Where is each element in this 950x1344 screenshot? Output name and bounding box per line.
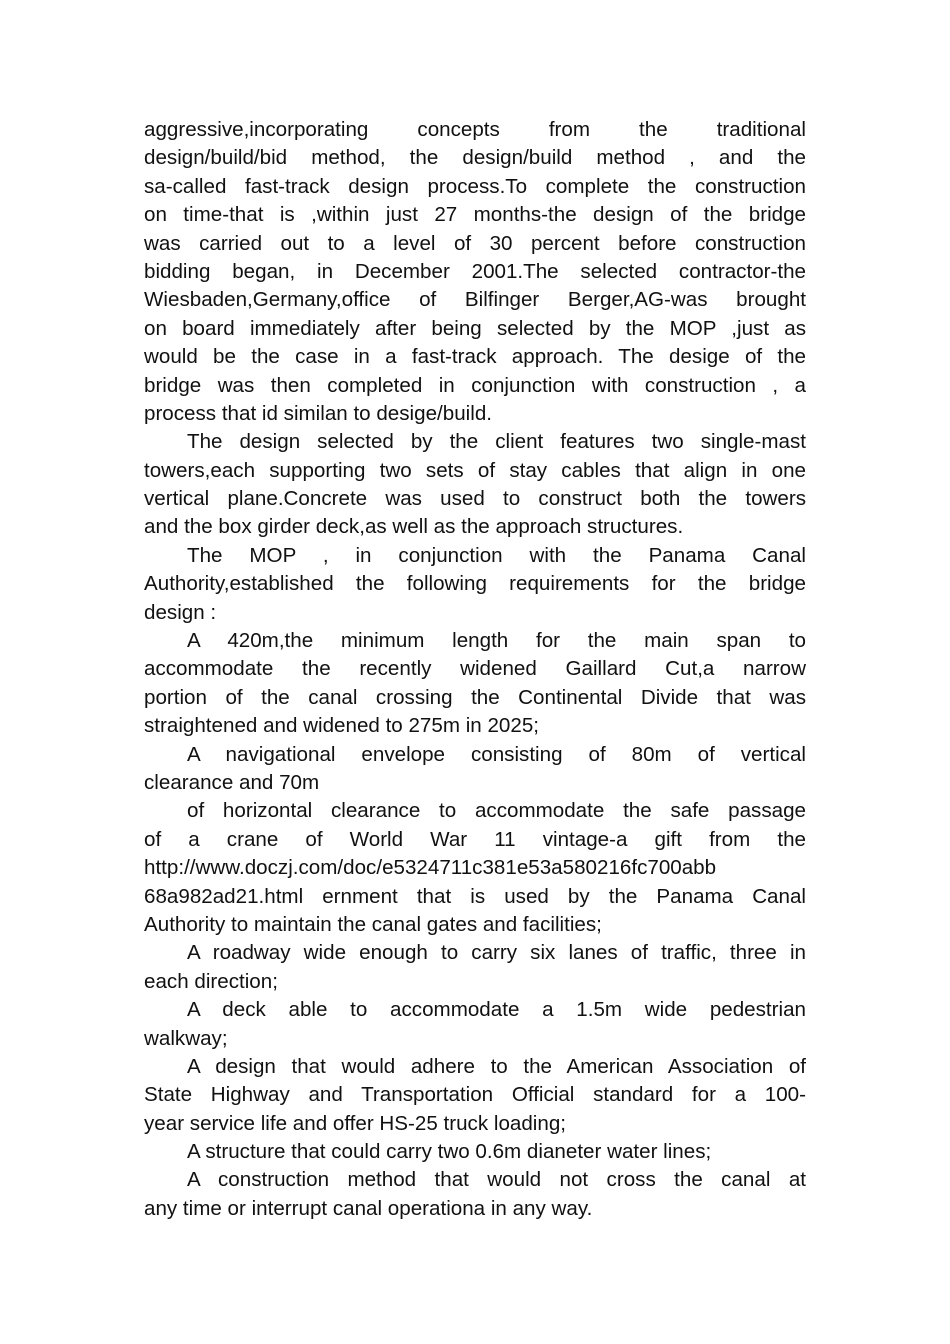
text-line: A navigational envelope consisting of 80m of vertical — [187, 742, 806, 766]
text-line: Authority,established the following requirements for the bridge — [144, 572, 806, 596]
paragraph — [144, 1053, 806, 1138]
text-line: clearance and 70m — [144, 770, 320, 794]
paragraph — [144, 1138, 806, 1166]
text-line: A roadway wide enough to carry six lanes of traffic, three in — [187, 941, 806, 965]
text-line: A structure that could carry two 0.6m dianeter water lines; — [187, 1140, 712, 1164]
paragraph — [144, 542, 806, 627]
paragraph — [144, 428, 806, 542]
text-line: any time or interrupt canal operationa in any way. — [144, 1196, 593, 1220]
paragraph — [144, 627, 806, 741]
text-line: year service life and offer HS-25 truck loading; — [144, 1111, 567, 1135]
text-line: straightened and widened to 275m in 2025; — [144, 714, 540, 738]
text-line: each direction; — [144, 969, 278, 993]
text-line: towers,each supporting two sets of stay cables that align in one — [144, 458, 806, 482]
text-line: design/build/bid method, the design/build method , and the — [144, 146, 806, 170]
text-line: sa-called fast-track design process.To complete the construction — [144, 174, 806, 198]
text-line: vertical plane.Concrete was used to construct both the towers — [144, 487, 806, 511]
text-line: walkway; — [144, 1026, 228, 1050]
text-line: Wiesbaden,Germany,office of Bilfinger Berger,AG-was brought — [144, 288, 806, 312]
text-line: A design that would adhere to the American Association of — [187, 1054, 806, 1078]
text-line: process that id similan to desige/build. — [144, 401, 492, 425]
text-line: on time-that is ,within just 27 months-the design of the bridge — [144, 203, 806, 227]
text-line: of horizontal clearance to accommodate the safe passage — [187, 799, 806, 823]
text-line: 68a982ad21.html ernment that is used by the Panama Canal — [144, 884, 806, 908]
text-line: The design selected by the client features two single-mast — [187, 430, 806, 454]
text-line: of a crane of World War 11 vintage-a gift from the — [144, 827, 806, 851]
text-line: State Highway and Transportation Official standard for a 100- — [144, 1083, 806, 1107]
text-line: aggressive,incorporating concepts from the traditional — [144, 118, 806, 141]
text-line: was carried out to a level of 30 percent before construction — [144, 231, 806, 255]
text-line: would be the case in a fast-track approach. The desige of the — [144, 345, 806, 369]
text-line: accommodate the recently widened Gaillard Cut,a narrow — [144, 657, 806, 681]
paragraph — [144, 741, 806, 798]
text-line: and the box girder deck,as well as the approach structures. — [144, 515, 684, 539]
text-line: bridge was then completed in conjunction with construction , a — [144, 373, 806, 397]
paragraph — [144, 116, 806, 428]
text-line: on board immediately after being selected by the MOP ,just as — [144, 316, 806, 340]
text-line: Authority to maintain the canal gates and facilities; — [144, 912, 602, 936]
paragraph — [144, 996, 806, 1053]
paragraph — [144, 939, 806, 996]
text-line: The MOP , in conjunction with the Panama Canal — [187, 543, 806, 567]
text-line: bidding began, in December 2001.The selected contractor-the — [144, 259, 806, 283]
text-line: A 420m,the minimum length for the main span to — [187, 629, 806, 653]
document-body — [144, 116, 806, 1223]
paragraph — [144, 797, 806, 939]
text-line: A deck able to accommodate a 1.5m wide pedestrian — [187, 998, 806, 1022]
text-line: design : — [144, 600, 217, 624]
text-line: http://www.doczj.com/doc/e5324711c381e53a580216fc700abb — [144, 856, 717, 880]
text-line: A construction method that would not cross the canal at — [187, 1168, 806, 1192]
text-line: portion of the canal crossing the Continental Divide that was — [144, 685, 806, 709]
paragraph — [144, 1166, 806, 1223]
